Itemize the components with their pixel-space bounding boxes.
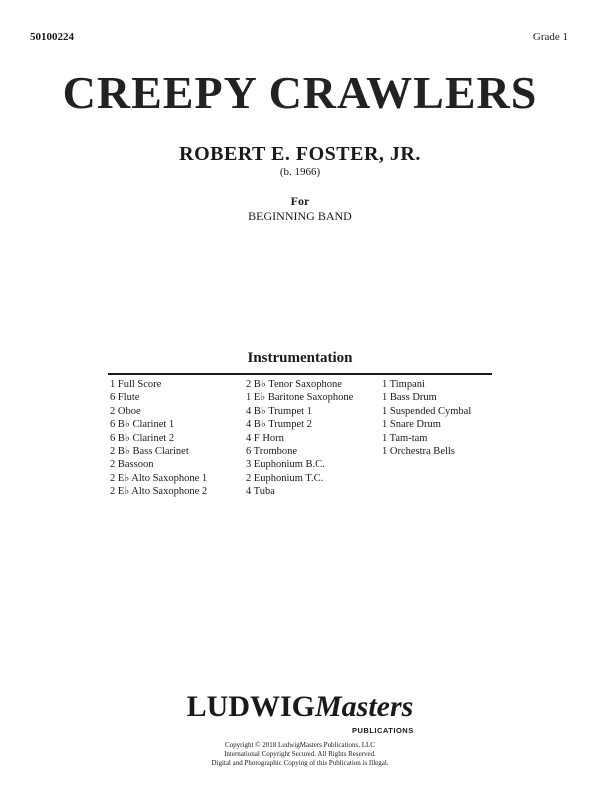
instrument-item: 1 Snare Drum bbox=[382, 419, 441, 431]
instrument-item: 2 Euphonium T.C. bbox=[246, 472, 324, 484]
instrumentation-column-1 bbox=[110, 378, 207, 499]
for-label: For bbox=[290, 194, 310, 208]
instrument-item: 1 Bass Drum bbox=[382, 392, 437, 404]
instrument-item: 1 Timpani bbox=[382, 379, 425, 390]
instrumentation-column-2 bbox=[246, 378, 353, 499]
instrument-item: 1 Suspended Cymbal bbox=[382, 405, 472, 417]
grade-label: Grade 1 bbox=[532, 31, 568, 43]
publisher-logo-subtitle: PUBLICATIONS bbox=[352, 726, 414, 735]
copyright-line: International Copyright Secured. All Rights Reserved. bbox=[224, 750, 376, 758]
piece-title: CREEPY CRAWLERS bbox=[62, 67, 538, 118]
instrument-item: 2 E♭ Alto Saxophone 2 bbox=[110, 486, 208, 498]
composer-birth-year: (b. 1966) bbox=[279, 166, 321, 178]
instrument-item: 4 Tuba bbox=[246, 486, 275, 498]
copyright-notice bbox=[0, 741, 600, 768]
instrument-item: 6 B♭ Clarinet 1 bbox=[110, 419, 175, 431]
copyright-line: Digital and Photographic Copying of this Publication is Illegal. bbox=[211, 759, 389, 767]
instrument-item: 2 B♭ Bass Clarinet bbox=[110, 446, 189, 458]
instrument-item: 2 Oboe bbox=[110, 405, 141, 417]
instrument-item: 6 Flute bbox=[110, 392, 140, 404]
instrument-item: 6 Trombone bbox=[246, 446, 298, 458]
instrument-item: 4 B♭ Trumpet 1 bbox=[246, 405, 312, 417]
instrument-item: 4 F Horn bbox=[246, 432, 284, 444]
instrument-item: 3 Euphonium B.C. bbox=[246, 459, 325, 471]
instrument-item: 1 E♭ Baritone Saxophone bbox=[246, 392, 354, 404]
instrument-item: 2 B♭ Tenor Saxophone bbox=[246, 379, 342, 390]
instrumentation-column-3 bbox=[382, 378, 471, 458]
instrument-item: 2 Bassoon bbox=[110, 459, 154, 471]
publisher-logo-part1: LUDWIG bbox=[186, 690, 315, 723]
catalog-number: 50100224 bbox=[30, 31, 74, 43]
instrument-item: 4 B♭ Trumpet 2 bbox=[246, 419, 312, 431]
instrument-item: 1 Full Score bbox=[110, 379, 162, 390]
publisher-logo-part2: Masters bbox=[315, 690, 414, 723]
ensemble-label: BEGINNING BAND bbox=[248, 209, 352, 223]
instrument-item: 1 Orchestra Bells bbox=[382, 446, 455, 458]
instrument-item: 6 B♭ Clarinet 2 bbox=[110, 432, 175, 444]
copyright-line: Copyright © 2018 LudwigMasters Publications, LLC bbox=[225, 741, 375, 749]
publisher-logo bbox=[0, 692, 600, 722]
instrumentation-divider bbox=[108, 373, 492, 375]
instrumentation-heading: Instrumentation bbox=[247, 350, 353, 366]
composer-name: ROBERT E. FOSTER, JR. bbox=[179, 143, 421, 165]
instrument-item: 1 Tam-tam bbox=[382, 432, 428, 444]
instrument-item: 2 E♭ Alto Saxophone 1 bbox=[110, 472, 208, 484]
